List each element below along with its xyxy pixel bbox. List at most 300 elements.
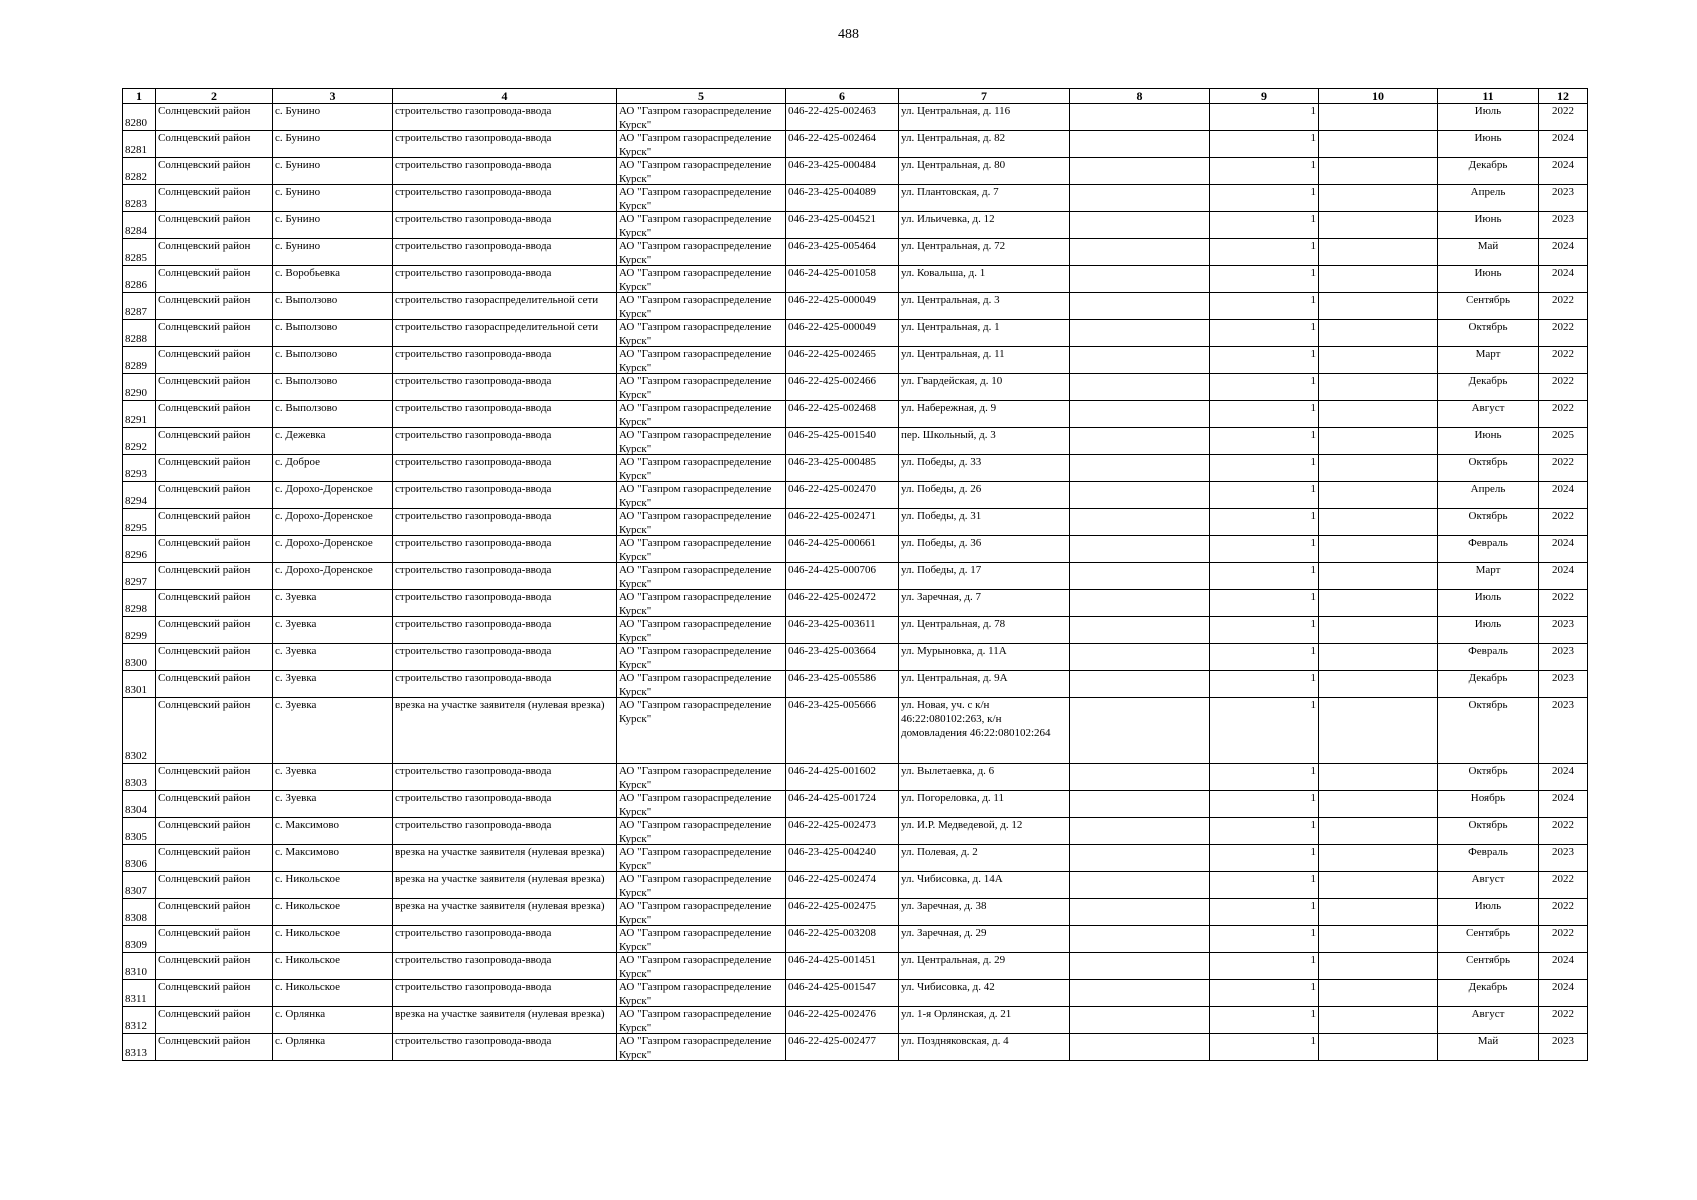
row-number-cell: 8284	[123, 212, 156, 239]
year-cell: 2022	[1539, 872, 1588, 899]
year-cell: 2023	[1539, 644, 1588, 671]
address-cell	[899, 401, 1070, 428]
organization-cell-text: АО "Газпром газораспределение Курск"	[619, 132, 772, 157]
work-type-cell-text: строительство газопровода-ввода	[395, 402, 552, 414]
quantity-cell: 1	[1210, 617, 1319, 644]
work-type-cell	[393, 590, 617, 617]
address-cell	[899, 899, 1070, 926]
column-8-cell	[1070, 1007, 1210, 1034]
month-cell: Октябрь	[1438, 320, 1539, 347]
column-10-cell	[1319, 926, 1438, 953]
column-8-cell	[1070, 818, 1210, 845]
locality-cell: с. Дорохо-Доренское	[273, 509, 393, 536]
page-number: 488	[838, 27, 859, 42]
district-cell: Солнцевский район	[156, 953, 273, 980]
month-cell: Сентябрь	[1438, 926, 1539, 953]
work-type-cell	[393, 131, 617, 158]
quantity-cell: 1	[1210, 1007, 1319, 1034]
application-number-cell: 046-24-425-001547	[786, 980, 899, 1007]
organization-cell	[617, 239, 786, 266]
organization-cell	[617, 131, 786, 158]
column-header: 7	[899, 89, 1070, 104]
organization-cell-text: АО "Газпром газораспределение Курск"	[619, 429, 772, 454]
application-number-cell: 046-22-425-002470	[786, 482, 899, 509]
address-cell	[899, 1007, 1070, 1034]
work-type-cell-text: строительство газопровода-ввода	[395, 954, 552, 966]
row-number-cell: 8295	[123, 509, 156, 536]
district-cell: Солнцевский район	[156, 212, 273, 239]
quantity-cell: 1	[1210, 872, 1319, 899]
table-row	[123, 212, 1588, 239]
district-cell: Солнцевский район	[156, 845, 273, 872]
table-row	[123, 590, 1588, 617]
organization-cell-text: АО "Газпром газораспределение Курск"	[619, 321, 772, 346]
table-row	[123, 872, 1588, 899]
month-cell: Сентябрь	[1438, 293, 1539, 320]
month-cell: Февраль	[1438, 845, 1539, 872]
quantity-cell: 1	[1210, 953, 1319, 980]
district-cell: Солнцевский район	[156, 455, 273, 482]
table-row	[123, 455, 1588, 482]
address-cell-text: ул. Новая, уч. с к/н 46:22:080102:263, к/н домовладения 46:22:080102:264	[901, 699, 1051, 739]
table-row	[123, 1034, 1588, 1061]
address-cell	[899, 791, 1070, 818]
quantity-cell: 1	[1210, 293, 1319, 320]
address-cell-text: ул. Заречная, д. 7	[901, 591, 981, 603]
column-10-cell	[1319, 185, 1438, 212]
column-8-cell	[1070, 980, 1210, 1007]
column-10-cell	[1319, 428, 1438, 455]
month-cell: Май	[1438, 1034, 1539, 1061]
organization-cell-text: АО "Газпром газораспределение Курск"	[619, 1035, 772, 1060]
year-cell: 2022	[1539, 293, 1588, 320]
row-number-cell: 8308	[123, 899, 156, 926]
month-cell: Октябрь	[1438, 818, 1539, 845]
month-cell: Май	[1438, 239, 1539, 266]
locality-cell: с. Выползово	[273, 320, 393, 347]
locality-cell: с. Бунино	[273, 185, 393, 212]
district-cell: Солнцевский район	[156, 671, 273, 698]
quantity-cell: 1	[1210, 158, 1319, 185]
district-cell: Солнцевский район	[156, 926, 273, 953]
address-cell-text: ул. Центральная, д. 1	[901, 321, 1000, 333]
district-cell: Солнцевский район	[156, 644, 273, 671]
column-8-cell	[1070, 899, 1210, 926]
organization-cell	[617, 185, 786, 212]
column-8-cell	[1070, 1034, 1210, 1061]
locality-cell: с. Никольское	[273, 926, 393, 953]
column-header: 6	[786, 89, 899, 104]
row-number-cell: 8281	[123, 131, 156, 158]
year-cell: 2024	[1539, 482, 1588, 509]
month-cell: Декабрь	[1438, 671, 1539, 698]
district-cell: Солнцевский район	[156, 131, 273, 158]
organization-cell	[617, 1034, 786, 1061]
address-cell-text: ул. Набережная, д. 9	[901, 402, 997, 414]
quantity-cell: 1	[1210, 980, 1319, 1007]
column-8-cell	[1070, 764, 1210, 791]
column-10-cell	[1319, 698, 1438, 764]
application-number-cell: 046-23-425-004240	[786, 845, 899, 872]
organization-cell-text: АО "Газпром газораспределение Курск"	[619, 591, 772, 616]
district-cell: Солнцевский район	[156, 239, 273, 266]
year-cell: 2022	[1539, 899, 1588, 926]
address-cell	[899, 644, 1070, 671]
row-number-cell: 8309	[123, 926, 156, 953]
organization-cell-text: АО "Газпром газораспределение Курск"	[619, 927, 772, 952]
column-10-cell	[1319, 845, 1438, 872]
column-8-cell	[1070, 953, 1210, 980]
work-type-cell	[393, 563, 617, 590]
address-cell-text: ул. Вылетаевка, д. 6	[901, 765, 995, 777]
work-type-cell-text: строительство газопровода-ввода	[395, 240, 552, 252]
month-cell: Февраль	[1438, 536, 1539, 563]
locality-cell: с. Зуевка	[273, 698, 393, 764]
month-cell: Ноябрь	[1438, 791, 1539, 818]
month-cell: Октябрь	[1438, 455, 1539, 482]
work-type-cell	[393, 158, 617, 185]
work-type-cell-text: строительство газопровода-ввода	[395, 618, 552, 630]
month-cell: Апрель	[1438, 482, 1539, 509]
column-8-cell	[1070, 455, 1210, 482]
quantity-cell: 1	[1210, 899, 1319, 926]
organization-cell	[617, 158, 786, 185]
row-number-cell: 8286	[123, 266, 156, 293]
locality-cell: с. Выползово	[273, 374, 393, 401]
organization-cell-text: АО "Газпром газораспределение Курск"	[619, 819, 772, 844]
column-10-cell	[1319, 872, 1438, 899]
table-row	[123, 428, 1588, 455]
organization-cell	[617, 899, 786, 926]
row-number-cell: 8288	[123, 320, 156, 347]
application-number-cell: 046-22-425-000049	[786, 320, 899, 347]
organization-cell-text: АО "Газпром газораспределение Курск"	[619, 537, 772, 562]
address-cell	[899, 845, 1070, 872]
quantity-cell: 1	[1210, 563, 1319, 590]
table-row	[123, 764, 1588, 791]
work-type-cell-text: строительство газопровода-ввода	[395, 564, 552, 576]
application-number-cell: 046-23-425-003611	[786, 617, 899, 644]
year-cell: 2022	[1539, 347, 1588, 374]
column-8-cell	[1070, 563, 1210, 590]
work-type-cell	[393, 764, 617, 791]
column-header: 11	[1438, 89, 1539, 104]
application-number-cell: 046-24-425-001724	[786, 791, 899, 818]
address-cell-text: ул. Мурыновка, д. 11А	[901, 645, 1007, 657]
address-cell-text: ул. Погореловка, д. 11	[901, 792, 1005, 804]
application-number-cell: 046-22-425-002473	[786, 818, 899, 845]
locality-cell: с. Зуевка	[273, 644, 393, 671]
column-10-cell	[1319, 320, 1438, 347]
application-number-cell: 046-22-425-003208	[786, 926, 899, 953]
work-type-cell	[393, 671, 617, 698]
year-cell: 2024	[1539, 563, 1588, 590]
row-number-cell: 8283	[123, 185, 156, 212]
application-number-cell: 046-24-425-001058	[786, 266, 899, 293]
table-row	[123, 791, 1588, 818]
address-cell-text: ул. Победы, д. 26	[901, 483, 982, 495]
locality-cell: с. Максимово	[273, 818, 393, 845]
work-type-cell-text: строительство газопровода-ввода	[395, 792, 552, 804]
table-row	[123, 536, 1588, 563]
table-row	[123, 347, 1588, 374]
column-10-cell	[1319, 374, 1438, 401]
column-header: 4	[393, 89, 617, 104]
locality-cell: с. Выползово	[273, 347, 393, 374]
organization-cell-text: АО "Газпром газораспределение Курск"	[619, 981, 772, 1006]
address-cell	[899, 266, 1070, 293]
address-cell	[899, 764, 1070, 791]
work-type-cell-text: строительство газопровода-ввода	[395, 483, 552, 495]
application-number-cell: 046-24-425-000661	[786, 536, 899, 563]
month-cell: Июль	[1438, 104, 1539, 131]
work-type-cell	[393, 401, 617, 428]
row-number-cell: 8289	[123, 347, 156, 374]
organization-cell-text: АО "Газпром газораспределение Курск"	[619, 645, 772, 670]
address-cell	[899, 617, 1070, 644]
work-type-cell	[393, 212, 617, 239]
application-number-cell: 046-22-425-002464	[786, 131, 899, 158]
table-row	[123, 1007, 1588, 1034]
table-row	[123, 644, 1588, 671]
organization-cell-text: АО "Газпром газораспределение Курск"	[619, 348, 772, 373]
month-cell: Декабрь	[1438, 158, 1539, 185]
locality-cell: с. Выползово	[273, 401, 393, 428]
year-cell: 2024	[1539, 536, 1588, 563]
organization-cell-text: АО "Газпром газораспределение Курск"	[619, 1008, 772, 1033]
year-cell: 2022	[1539, 374, 1588, 401]
district-cell: Солнцевский район	[156, 980, 273, 1007]
column-10-cell	[1319, 104, 1438, 131]
address-cell	[899, 239, 1070, 266]
application-number-cell: 046-22-425-002466	[786, 374, 899, 401]
work-type-cell	[393, 845, 617, 872]
work-type-cell-text: строительство газопровода-ввода	[395, 981, 552, 993]
table-row	[123, 818, 1588, 845]
address-cell-text: ул. Полевая, д. 2	[901, 846, 978, 858]
work-type-cell-text: строительство газопровода-ввода	[395, 645, 552, 657]
row-number-cell: 8306	[123, 845, 156, 872]
address-cell-text: ул. Ковальша, д. 1	[901, 267, 986, 279]
work-type-cell-text: строительство газопровода-ввода	[395, 132, 552, 144]
table-row	[123, 185, 1588, 212]
organization-cell	[617, 482, 786, 509]
district-cell: Солнцевский район	[156, 536, 273, 563]
locality-cell: с. Дорохо-Доренское	[273, 563, 393, 590]
locality-cell: с. Дежевка	[273, 428, 393, 455]
work-type-cell	[393, 698, 617, 764]
organization-cell	[617, 980, 786, 1007]
organization-cell-text: АО "Газпром газораспределение Курск"	[619, 294, 772, 319]
table-row	[123, 239, 1588, 266]
organization-cell-text: АО "Газпром газораспределение Курск"	[619, 375, 772, 400]
month-cell: Сентябрь	[1438, 953, 1539, 980]
application-number-cell: 046-23-425-003664	[786, 644, 899, 671]
organization-cell	[617, 1007, 786, 1034]
work-type-cell	[393, 428, 617, 455]
work-type-cell-text: строительство газопровода-ввода	[395, 267, 552, 279]
month-cell: Июнь	[1438, 266, 1539, 293]
row-number-cell: 8312	[123, 1007, 156, 1034]
column-10-cell	[1319, 293, 1438, 320]
quantity-cell: 1	[1210, 320, 1319, 347]
locality-cell: с. Зуевка	[273, 764, 393, 791]
organization-cell-text: АО "Газпром газораспределение Курск"	[619, 846, 772, 871]
district-cell: Солнцевский район	[156, 158, 273, 185]
district-cell: Солнцевский район	[156, 401, 273, 428]
organization-cell-text: АО "Газпром газораспределение Курск"	[619, 765, 772, 790]
row-number-cell: 8313	[123, 1034, 156, 1061]
locality-cell: с. Орлянка	[273, 1007, 393, 1034]
district-cell: Солнцевский район	[156, 509, 273, 536]
quantity-cell: 1	[1210, 698, 1319, 764]
work-type-cell	[393, 509, 617, 536]
address-cell-text: ул. Центральная, д. 29	[901, 954, 1006, 966]
organization-cell	[617, 293, 786, 320]
work-type-cell	[393, 872, 617, 899]
organization-cell-text: АО "Газпром газораспределение Курск"	[619, 456, 772, 481]
quantity-cell: 1	[1210, 266, 1319, 293]
organization-cell	[617, 563, 786, 590]
table-row	[123, 980, 1588, 1007]
application-number-cell: 046-22-425-002463	[786, 104, 899, 131]
locality-cell: с. Никольское	[273, 899, 393, 926]
locality-cell: с. Зуевка	[273, 671, 393, 698]
register-table	[122, 88, 1588, 1061]
month-cell: Июнь	[1438, 212, 1539, 239]
district-cell: Солнцевский район	[156, 617, 273, 644]
application-number-cell: 046-22-425-002474	[786, 872, 899, 899]
application-number-cell: 046-23-425-004521	[786, 212, 899, 239]
organization-cell	[617, 374, 786, 401]
column-10-cell	[1319, 590, 1438, 617]
work-type-cell	[393, 455, 617, 482]
column-10-cell	[1319, 212, 1438, 239]
work-type-cell	[393, 482, 617, 509]
row-number-cell: 8303	[123, 764, 156, 791]
column-10-cell	[1319, 482, 1438, 509]
column-8-cell	[1070, 131, 1210, 158]
column-8-cell	[1070, 320, 1210, 347]
quantity-cell: 1	[1210, 509, 1319, 536]
column-10-cell	[1319, 266, 1438, 293]
quantity-cell: 1	[1210, 374, 1319, 401]
district-cell: Солнцевский район	[156, 818, 273, 845]
table-row	[123, 671, 1588, 698]
quantity-cell: 1	[1210, 131, 1319, 158]
year-cell: 2022	[1539, 1007, 1588, 1034]
district-cell: Солнцевский район	[156, 185, 273, 212]
column-8-cell	[1070, 482, 1210, 509]
locality-cell: с. Дорохо-Доренское	[273, 536, 393, 563]
address-cell	[899, 374, 1070, 401]
year-cell: 2024	[1539, 158, 1588, 185]
quantity-cell: 1	[1210, 671, 1319, 698]
organization-cell-text: АО "Газпром газораспределение Курск"	[619, 900, 772, 925]
year-cell: 2022	[1539, 509, 1588, 536]
organization-cell	[617, 791, 786, 818]
address-cell	[899, 428, 1070, 455]
row-number-cell: 8305	[123, 818, 156, 845]
table-row	[123, 899, 1588, 926]
row-number-cell: 8291	[123, 401, 156, 428]
table-row	[123, 926, 1588, 953]
work-type-cell-text: врезка на участке заявителя (нулевая врезка)	[395, 900, 605, 912]
organization-cell-text: АО "Газпром газораспределение Курск"	[619, 510, 772, 535]
address-cell	[899, 320, 1070, 347]
address-cell-text: ул. Центральная, д. 72	[901, 240, 1006, 252]
organization-cell-text: АО "Газпром газораспределение Курск"	[619, 186, 772, 211]
organization-cell	[617, 347, 786, 374]
organization-cell	[617, 428, 786, 455]
application-number-cell: 046-23-425-000484	[786, 158, 899, 185]
district-cell: Солнцевский район	[156, 791, 273, 818]
organization-cell	[617, 104, 786, 131]
organization-cell	[617, 266, 786, 293]
locality-cell: с. Зуевка	[273, 617, 393, 644]
table-row	[123, 953, 1588, 980]
column-8-cell	[1070, 374, 1210, 401]
work-type-cell	[393, 980, 617, 1007]
work-type-cell	[393, 791, 617, 818]
address-cell	[899, 212, 1070, 239]
application-number-cell: 046-22-425-002471	[786, 509, 899, 536]
locality-cell: с. Воробьевка	[273, 266, 393, 293]
column-10-cell	[1319, 899, 1438, 926]
column-8-cell	[1070, 347, 1210, 374]
row-number-cell: 8287	[123, 293, 156, 320]
work-type-cell	[393, 293, 617, 320]
organization-cell	[617, 590, 786, 617]
table-row	[123, 482, 1588, 509]
column-10-cell	[1319, 818, 1438, 845]
row-number-cell: 8301	[123, 671, 156, 698]
month-cell: Июль	[1438, 617, 1539, 644]
year-cell: 2024	[1539, 131, 1588, 158]
district-cell: Солнцевский район	[156, 590, 273, 617]
organization-cell	[617, 212, 786, 239]
address-cell	[899, 509, 1070, 536]
application-number-cell: 046-22-425-002468	[786, 401, 899, 428]
row-number-cell: 8280	[123, 104, 156, 131]
year-cell: 2024	[1539, 953, 1588, 980]
address-cell	[899, 158, 1070, 185]
address-cell	[899, 953, 1070, 980]
column-header: 8	[1070, 89, 1210, 104]
district-cell: Солнцевский район	[156, 482, 273, 509]
locality-cell: с. Доброе	[273, 455, 393, 482]
column-10-cell	[1319, 791, 1438, 818]
address-cell-text: ул. И.Р. Медведевой, д. 12	[901, 819, 1023, 831]
address-cell	[899, 347, 1070, 374]
table-row	[123, 563, 1588, 590]
district-cell: Солнцевский район	[156, 1034, 273, 1061]
organization-cell-text: АО "Газпром газораспределение Курск"	[619, 792, 772, 817]
work-type-cell-text: строительство газопровода-ввода	[395, 375, 552, 387]
work-type-cell	[393, 347, 617, 374]
quantity-cell: 1	[1210, 239, 1319, 266]
locality-cell: с. Никольское	[273, 953, 393, 980]
row-number-cell: 8297	[123, 563, 156, 590]
quantity-cell: 1	[1210, 428, 1319, 455]
quantity-cell: 1	[1210, 644, 1319, 671]
organization-cell-text: АО "Газпром газораспределение Курск"	[619, 672, 772, 697]
work-type-cell	[393, 320, 617, 347]
work-type-cell-text: строительство газопровода-ввода	[395, 927, 552, 939]
month-cell: Апрель	[1438, 185, 1539, 212]
work-type-cell-text: врезка на участке заявителя (нулевая врезка)	[395, 1008, 605, 1020]
work-type-cell-text: строительство газопровода-ввода	[395, 105, 552, 117]
